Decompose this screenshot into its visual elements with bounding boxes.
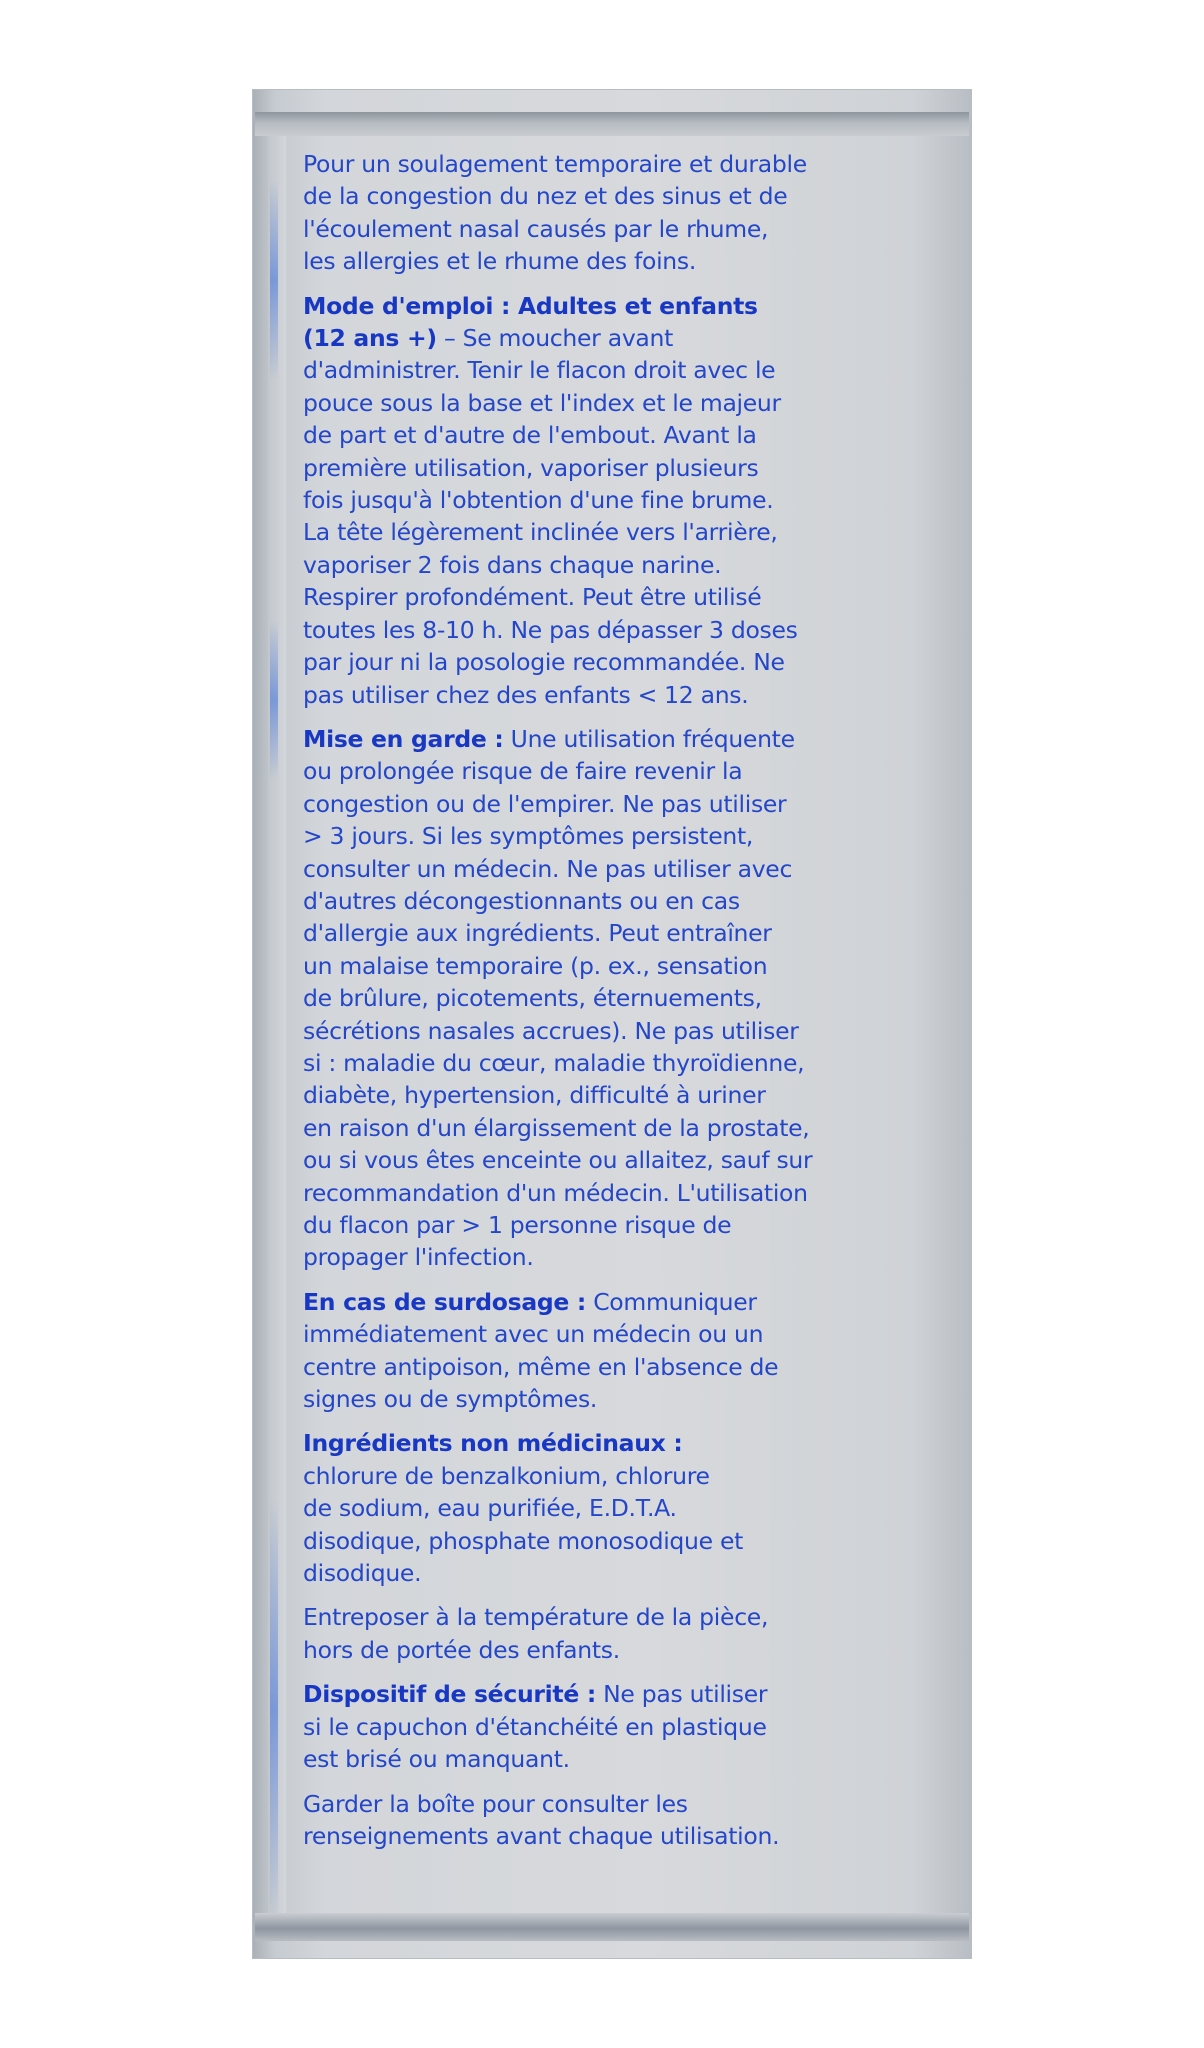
section-heading: Mise en garde : xyxy=(303,724,504,753)
body-text: de part et d'autre de l'embout. Avant la xyxy=(303,421,757,450)
text-line xyxy=(303,1209,953,1241)
body-text: si le capuchon d'étanchéité en plastique xyxy=(303,1712,767,1741)
text-line xyxy=(303,1383,953,1415)
section-heading: Ingrédients non médicinaux : xyxy=(303,1429,683,1458)
body-text: congestion ou de l'empirer. Ne pas utiliser xyxy=(303,789,787,818)
text-line xyxy=(303,581,953,613)
body-text: d'autres décongestionnants ou en cas xyxy=(303,886,740,915)
text-line xyxy=(303,387,953,419)
body-text: – Se moucher avant xyxy=(436,324,674,353)
body-text: si : maladie du cœur, maladie thyroïdienne, xyxy=(303,1048,805,1077)
body-text: d'allergie aux ingrédients. Peut entraîner xyxy=(303,919,772,948)
text-line xyxy=(303,213,953,245)
body-text: disodique, phosphate monosodique et xyxy=(303,1526,744,1555)
text-line xyxy=(303,354,953,386)
text-line xyxy=(303,1241,953,1273)
instruction-paragraph xyxy=(303,290,953,711)
text-line xyxy=(303,290,953,322)
body-text: de sodium, eau purifiée, E.D.T.A. xyxy=(303,1494,677,1523)
text-line xyxy=(303,723,953,755)
body-text: hors de portée des enfants. xyxy=(303,1635,620,1664)
body-text: immédiatement avec un médecin ou un xyxy=(303,1320,764,1349)
body-text: vaporiser 2 fois dans chaque narine. xyxy=(303,550,722,579)
text-line xyxy=(303,245,953,277)
body-text: recommandation d'un médecin. L'utilisation xyxy=(303,1178,808,1207)
instruction-paragraph xyxy=(303,148,953,278)
text-line xyxy=(303,1525,953,1557)
body-text: diabète, hypertension, difficulté à uriner xyxy=(303,1081,766,1110)
text-line xyxy=(303,917,953,949)
body-text: Respirer profondément. Peut être utilisé xyxy=(303,583,762,612)
body-text: Entreposer à la température de la pièce, xyxy=(303,1603,769,1632)
text-line xyxy=(303,885,953,917)
body-text: renseignements avant chaque utilisation. xyxy=(303,1821,780,1850)
box-top-edge xyxy=(255,112,969,136)
body-text: l'écoulement nasal causés par le rhume, xyxy=(303,214,769,243)
text-line xyxy=(303,148,953,180)
body-text: ou prolongée risque de faire revenir la xyxy=(303,757,743,786)
text-line xyxy=(303,1492,953,1524)
instruction-paragraph xyxy=(303,1286,953,1416)
blue-print-strip-lower xyxy=(270,1500,278,1920)
text-line xyxy=(303,549,953,581)
instruction-paragraph xyxy=(303,1601,953,1666)
text-line xyxy=(303,322,953,354)
instruction-paragraph xyxy=(303,1427,953,1589)
text-line xyxy=(303,853,953,885)
body-text: La tête légèrement inclinée vers l'arrière, xyxy=(303,518,778,547)
body-text: > 3 jours. Si les symptômes persistent, xyxy=(303,822,754,851)
body-text: consulter un médecin. Ne pas utiliser avec xyxy=(303,854,793,883)
body-text: ou si vous êtes enceinte ou allaitez, sauf sur xyxy=(303,1146,813,1175)
text-line xyxy=(303,1678,953,1710)
text-line xyxy=(303,679,953,711)
blue-print-strip-upper xyxy=(270,180,278,380)
body-text: Pour un soulagement temporaire et durable xyxy=(303,150,807,178)
instruction-paragraph xyxy=(303,1788,953,1853)
body-text: toutes les 8-10 h. Ne pas dépasser 3 doses xyxy=(303,615,798,644)
body-text: de brûlure, picotements, éternuements, xyxy=(303,984,762,1013)
body-text: du flacon par > 1 personne risque de xyxy=(303,1211,732,1239)
body-text: Une utilisation fréquente xyxy=(503,724,795,753)
body-text: d'administrer. Tenir le flacon droit avec le xyxy=(303,356,776,385)
body-text: Ne pas utiliser xyxy=(595,1680,768,1709)
section-heading: En cas de surdosage : xyxy=(303,1287,587,1316)
text-line xyxy=(303,755,953,787)
text-line xyxy=(303,1144,953,1176)
text-line xyxy=(303,1112,953,1144)
text-line xyxy=(303,820,953,852)
box-bottom-edge xyxy=(255,1913,969,1941)
body-text: les allergies et le rhume des foins. xyxy=(303,247,697,276)
text-line xyxy=(303,1177,953,1209)
body-text: sécrétions nasales accrues). Ne pas utiliser xyxy=(303,1016,799,1045)
text-line xyxy=(303,788,953,820)
body-text: pas utiliser chez des enfants < 12 ans. xyxy=(303,680,749,709)
text-line xyxy=(303,452,953,484)
instruction-paragraph xyxy=(303,723,953,1274)
text-line xyxy=(303,1351,953,1383)
text-line xyxy=(303,1634,953,1666)
section-heading: Mode d'emploi : Adultes et enfants xyxy=(303,291,758,320)
body-text: première utilisation, vaporiser plusieurs xyxy=(303,453,759,482)
text-line xyxy=(303,1079,953,1111)
text-line xyxy=(303,1820,953,1852)
text-line xyxy=(303,1286,953,1318)
text-line xyxy=(303,1427,953,1459)
body-text: un malaise temporaire (p. ex., sensation xyxy=(303,951,768,980)
text-line xyxy=(303,180,953,212)
text-line xyxy=(303,1557,953,1589)
body-text: propager l'infection. xyxy=(303,1243,534,1272)
text-line xyxy=(303,982,953,1014)
section-heading: Dispositif de sécurité : xyxy=(303,1680,596,1709)
body-text: pouce sous la base et l'index et le majeur xyxy=(303,388,781,417)
body-text: signes ou de symptômes. xyxy=(303,1385,598,1414)
body-text: centre antipoison, même en l'absence de xyxy=(303,1352,779,1381)
body-text: fois jusqu'à l'obtention d'une fine brume. xyxy=(303,486,774,515)
body-text: en raison d'un élargissement de la prostate, xyxy=(303,1113,810,1142)
text-line xyxy=(303,614,953,646)
text-line xyxy=(303,1601,953,1633)
package-instructions-text xyxy=(303,148,953,1864)
text-line xyxy=(303,419,953,451)
text-line xyxy=(303,950,953,982)
text-line xyxy=(303,1318,953,1350)
text-line xyxy=(303,1743,953,1775)
text-line xyxy=(303,1460,953,1492)
body-text: disodique. xyxy=(303,1559,422,1588)
blue-print-strip-middle xyxy=(270,620,278,780)
body-text: par jour ni la posologie recommandée. Ne xyxy=(303,648,785,677)
body-text: Garder la boîte pour consulter les xyxy=(303,1789,688,1818)
text-line xyxy=(303,646,953,678)
instruction-paragraph xyxy=(303,1678,953,1775)
text-line xyxy=(303,516,953,548)
body-text: chlorure de benzalkonium, chlorure xyxy=(303,1461,710,1490)
body-text: est brisé ou manquant. xyxy=(303,1745,570,1774)
text-line xyxy=(303,1788,953,1820)
text-line xyxy=(303,1015,953,1047)
text-line xyxy=(303,1711,953,1743)
text-line xyxy=(303,1047,953,1079)
body-text: de la congestion du nez et des sinus et de xyxy=(303,182,788,211)
text-line xyxy=(303,484,953,516)
section-heading: (12 ans +) xyxy=(303,324,437,353)
body-text: Communiquer xyxy=(586,1287,757,1316)
